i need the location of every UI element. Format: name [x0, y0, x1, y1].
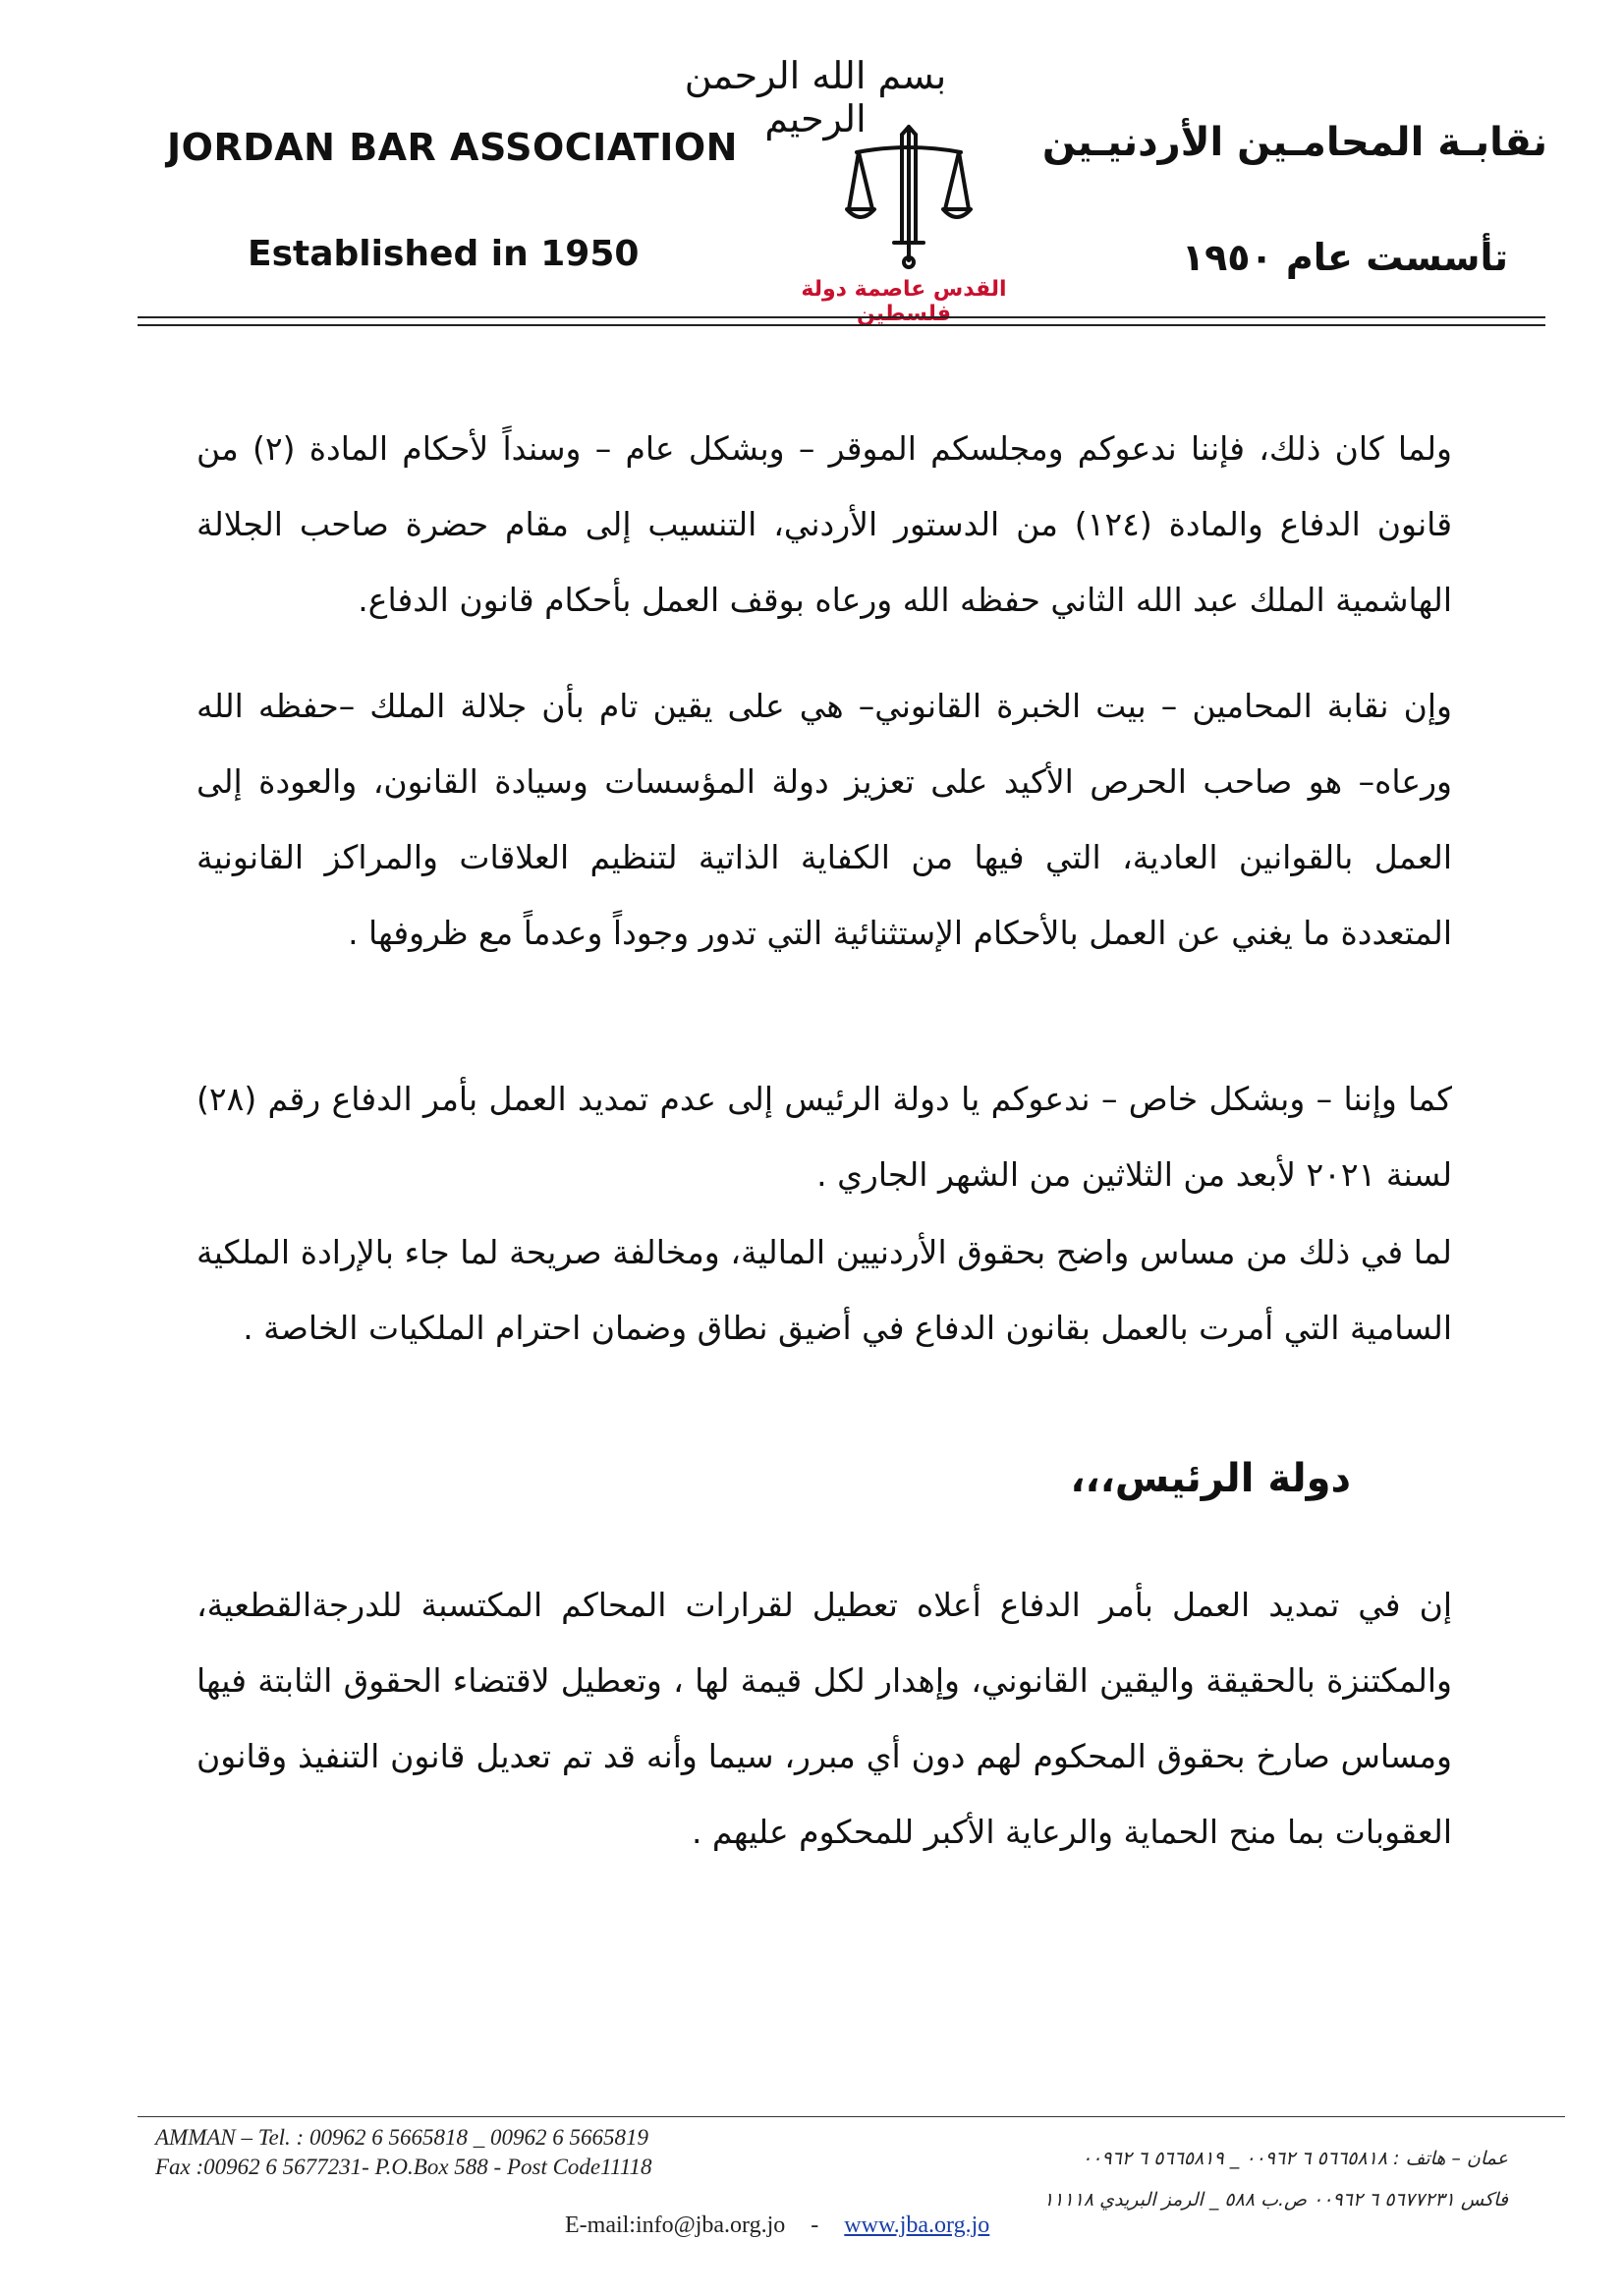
footer-website-link[interactable]: www.jba.org.jo	[844, 2212, 990, 2238]
body-paragraph-4: لما في ذلك من مساس واضح بحقوق الأردنيين المالية، ومخالفة صريحة لما جاء بالإرادة الملكية السامية التي أمرت بالعمل بقانون الدفاع في أضيق نطاق وضمان احترام الملكيات الخاصة .	[196, 1233, 1452, 1347]
header-divider-top	[138, 316, 1545, 318]
footer-english-phone-line: AMMAN – Tel. : 00962 6 5665818 _ 00962 6 5665819	[155, 2125, 648, 2150]
footer-separator: -	[811, 2212, 819, 2238]
footer-divider	[138, 2116, 1565, 2117]
salutation-heading: دولة الرئيس،،،	[1070, 1456, 1351, 1501]
body-paragraph-3: كما وإننا – وبشكل خاص – ندعوكم يا دولة الرئيس إلى عدم تمديد العمل بأمر الدفاع رقم (٢٨) لسنة ٢٠٢١ لأبعد من الثلاثين من الشهر الجاري .	[196, 1080, 1452, 1194]
arabic-established-line: تأسست عام ١٩٥٠	[1181, 236, 1508, 279]
basmala-heading: بسم الله الرحمن الرحيم	[684, 54, 947, 140]
body-paragraph-5: إن في تمديد العمل بأمر الدفاع أعلاه تعطيل لقرارات المحاكم المكتسبة للدرجةالقطعية، والمكتنزة بالحقيقة واليقين القانوني، وإهدار لكل قيمة لها ، وتعطيل لاقتضاء الحقوق الثابتة فيها ومساس صارخ بحقوق المحكوم لهم دون أي مبرر، سيما وأنه قد تم تعديل قانون التنفيذ وقانون العقوبات بما منح الحماية والرعاية الأكبر للمحكوم عليهم .	[196, 1586, 1452, 1851]
header-divider-bottom	[138, 324, 1545, 326]
footer-arabic-phone-line: عمان – هاتف : ٥٦٦٥٨١٨ ٦ ٠٠٩٦٢ _ ٥٦٦٥٨١٩ ٦ ٠٠٩٦٢	[1081, 2148, 1508, 2169]
footer-english-fax-line: Fax :00962 6 5677231- P.O.Box 588 - Post Code11118	[155, 2155, 652, 2179]
english-organization-name: JORDAN BAR ASSOCIATION	[167, 126, 738, 169]
body-paragraph-1: ولما كان ذلك، فإننا ندعوكم ومجلسكم الموقر – وبشكل عام – وسنداً لأحكام المادة (٢) من قانون الدفاع والمادة (١٢٤) من الدستور الأردني، التنسيب إلى مقام حضرة صاحب الجلالة الهاشمية الملك عبد الله الثاني حفظه الله ورعاه بوقف العمل بأحكام قانون الدفاع.	[196, 429, 1453, 619]
footer-contact-line	[565, 2212, 989, 2239]
jerusalem-capital-caption: القدس عاصمة دولة فلسطين	[801, 277, 1007, 326]
arabic-organization-name: نقابـة المحامـين الأردنيـين	[1041, 120, 1547, 165]
body-paragraph-2: وإن نقابة المحامين – بيت الخبرة القانوني– هي على يقين تام بأن جلالة الملك –حفظه الله ورعاه– هو صاحب الحرص الأكيد على تعزيز دولة المؤسسات وسيادة القانون، والعودة إلى العمل بالقوانين العادية، التي فيها من الكفاية الذاتية لتنظيم العلاقات والمراكز القانونية المتعددة ما يغني عن العمل بالأحكام الإستثنائية التي تدور وجوداً وعدماً مع ظروفها .	[196, 687, 1452, 952]
english-established-line: Established in 1950	[248, 234, 640, 274]
footer-email: E-mail:info@jba.org.jo	[565, 2212, 786, 2238]
scales-of-justice-sword-icon	[845, 123, 973, 270]
footer-arabic-fax-line: فاكس ٥٦٧٧٢٣١ ٦ ٠٠٩٦٢ ص.ب ٥٨٨ _ الرمز البريدي ١١١١٨	[1043, 2189, 1508, 2211]
